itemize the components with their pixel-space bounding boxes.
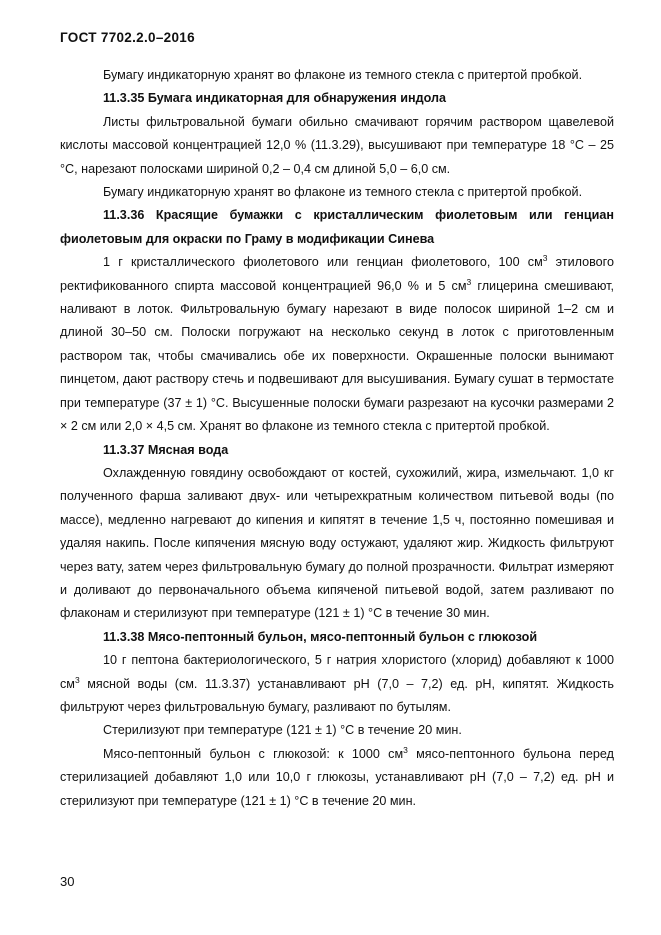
paragraph — [60, 251, 614, 438]
superscript: 3 — [403, 744, 408, 755]
page-number: 30 — [60, 874, 75, 889]
paragraph: Бумагу индикаторную хранят во флаконе из темного стекла с притертой пробкой. — [103, 68, 583, 82]
superscript: 3 — [466, 276, 472, 287]
superscript: 3 — [542, 253, 548, 264]
paragraph — [60, 649, 614, 719]
paragraph — [60, 743, 614, 813]
text-run: глицерина смешивают, наливают в лоток. Фильтровальную бумагу нарезают в виде полосок шириной 1–2 см и длиной 30–50 см. Полоски погружают на несколько секунд в лоток с приготовленным раствором так, чтобы смачивались обе их поверхности. Окрашенные полоски вынимают пинцетом, дают раствору стечь и подвешивают для высушивания. Бумагу сушат в термостате при температуре (37 ± 1) °С. Высушенные полоски бумаги разрезают на кусочки размерами 2 × 2 см или 2,0 × 4,5 см. Хранят во флаконе из темного стекла с притертой пробкой. — [60, 278, 614, 434]
text-run: 10 г пептона бактериологического, 5 г натрия хлористого (хлорид) добавляют к 1000 см — [60, 653, 614, 691]
superscript: 3 — [74, 674, 80, 685]
text-run: мясной воды (см. 11.3.37) устанавливают рН (7,0 – 7,2) ед. рН, кипятят. Жидкость фильтруют через фильтровальную бумагу, разливают по бутылям. — [60, 676, 614, 714]
text-run: 1 г кристаллического фиолетового или генциан фиолетового, 100 см — [103, 255, 543, 270]
paragraph: Бумагу индикаторную хранят во флаконе из темного стекла с притертой пробкой. — [103, 185, 583, 200]
paragraph: Стерилизуют при температуре (121 ± 1) °С в течение 20 мин. — [103, 723, 462, 738]
section-heading: 11.3.35 Бумага индикаторная для обнаружения индола — [103, 91, 446, 106]
text-run: мясо-пептонного бульона перед стерилизацией добавляют 1,0 или 10,0 г глюкозы, устанавливают рН (7,0 – 7,2) ед. рН и стерилизуют при температуре (121 ± 1) °С в течение 20 мин. — [60, 746, 614, 808]
text-run: этилового ректификованного спирта массовой концентрацией 96,0 % и 5 см — [60, 255, 614, 293]
paragraph: Листы фильтровальной бумаги обильно смачивают горячим раствором щавелевой кислоты массовой концентрацией 12,0 % (11.3.29), высушивают при температуре 18 °С – 25 °С, нарезают полосками шириной 0,2 – 0,4 см длиной 5,0 – 6,0 см. — [60, 114, 614, 176]
document-header: ГОСТ 7702.2.0–2016 — [60, 30, 195, 45]
text-run: Мясо-пептонный бульон с глюкозой: к 1000 см — [103, 746, 404, 761]
section-heading: 11.3.36 Красящие бумажки с кристаллическим фиолетовым или генциан фиолетовым для окраски по Граму в модификации Синева — [60, 208, 614, 246]
section-heading: 11.3.38 Мясо-пептонный бульон, мясо-пептонный бульон с глюкозой — [103, 629, 538, 644]
section-heading: 11.3.37 Мясная вода — [103, 442, 229, 457]
paragraph: Охлажденную говядину освобождают от костей, сухожилий, жира, измельчают. 1,0 кг полученного фарша заливают двух- или четырехкратным количеством питьевой воды (по массе), медленно нагревают до кипения и кипятят в течение 1,5 ч, постоянно помешивая и удаляя накипь. После кипячения мясную воду остужают, удаляют жир. Жидкость фильтруют через вату, затем через фильтровальную бумагу до полной прозрачности. Фильтрат измеряют и доливают до первоначального объема кипяченой питьевой водой, затем разливают по флаконам и стерилизуют при температуре (121 ± 1) °С в течение 30 мин. — [60, 465, 614, 621]
document-body — [60, 64, 614, 813]
